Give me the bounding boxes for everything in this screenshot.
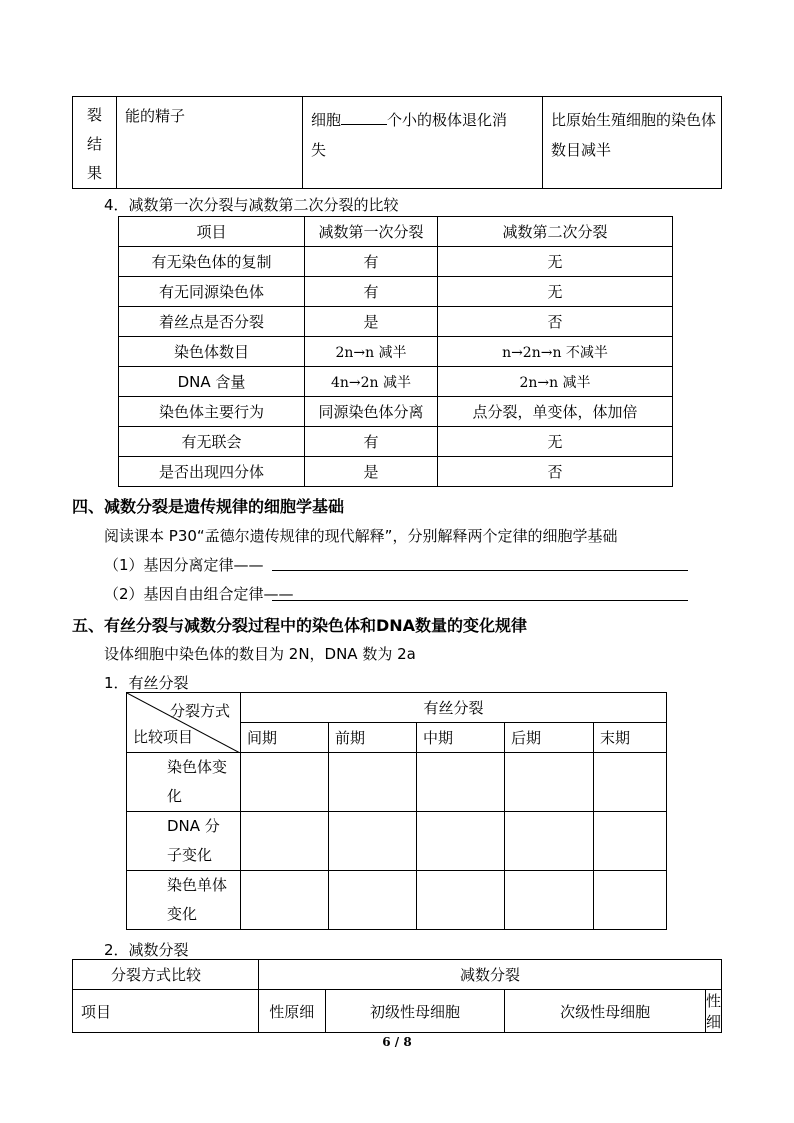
- label-char: 裂: [86, 106, 102, 124]
- group-header: 减数分裂: [259, 960, 722, 990]
- header-cell: 项目: [119, 217, 305, 247]
- item-1: （1）基因分离定律——: [104, 556, 264, 574]
- table-row: 着丝点是否分裂 是 否: [119, 307, 673, 337]
- top-table: [72, 96, 722, 189]
- phase-header: 前期: [329, 723, 417, 753]
- corner-label-a: 分裂方式比较: [73, 960, 259, 990]
- table-row: 是否出现四分体 是 否: [119, 457, 673, 487]
- column-header: 次级性母细胞: [505, 990, 706, 1033]
- table-row: 染色单体 变化: [127, 871, 667, 930]
- table-row: 染色体变 化: [127, 753, 667, 812]
- paragraph-5: 设体细胞中染色体的数目为 2N，DNA 数为 2a: [104, 645, 416, 663]
- table-row: 有无染色体的复制 有 无: [119, 247, 673, 277]
- group-header: 有丝分裂: [241, 693, 667, 723]
- blank-line: [341, 110, 387, 125]
- answer-line-2: [272, 600, 688, 601]
- result-label-cell: [73, 97, 117, 189]
- item-2: （2）基因自由组合定律——: [104, 585, 294, 603]
- label-char: 结: [86, 135, 102, 153]
- column-header: 性原细: [259, 990, 326, 1033]
- table-row: 有无联会 有 无: [119, 427, 673, 457]
- paragraph-4: 阅读课本 P30“孟德尔遗传规律的现代解释”，分别解释两个定律的细胞学基础: [104, 527, 618, 545]
- corner-top-label: 分裂方式: [169, 702, 230, 720]
- meiosis-table: [72, 959, 722, 1033]
- corner-bottom-label: 比较项目: [133, 728, 194, 746]
- comparison-table: [118, 216, 673, 487]
- answer-line-1: [272, 570, 688, 571]
- section4-title: 4．减数第一次分裂与减数第二次分裂的比较: [104, 196, 399, 214]
- table-row: 染色体数目 2n→n 减半 n→2n→n 不减半: [119, 337, 673, 367]
- column-header: 初级性母细胞: [325, 990, 505, 1033]
- phase-header: 后期: [505, 723, 594, 753]
- label-char: 果: [86, 164, 102, 182]
- corner-label-b: 项目: [73, 990, 259, 1033]
- meiosis-title: 2．减数分裂: [104, 941, 189, 959]
- mitosis-title: 1．有丝分裂: [104, 674, 189, 692]
- table-row: 染色体主要行为 同源染色体分离 点分裂，单变体，体加倍: [119, 397, 673, 427]
- column-header: 性细: [705, 990, 721, 1033]
- page-number: 6 / 8: [382, 1035, 412, 1049]
- egg-cell: 细胞 个小的极体退化消 失: [303, 97, 543, 189]
- header-cell: 减数第一次分裂: [305, 217, 438, 247]
- mitosis-table: [126, 692, 667, 930]
- heading-4: 四、减数分裂是遗传规律的细胞学基础: [72, 497, 345, 516]
- table-row: 有无同源染色体 有 无: [119, 277, 673, 307]
- table-row: DNA 分 子变化: [127, 812, 667, 871]
- phase-header: 末期: [594, 723, 667, 753]
- header-cell: 减数第二次分裂: [438, 217, 673, 247]
- phase-header: 中期: [417, 723, 505, 753]
- sperm-cell: 能的精子: [117, 97, 303, 189]
- comparison-cell: 比原始生殖细胞的染色体 数目减半: [543, 97, 722, 189]
- corner-cell: [127, 693, 241, 753]
- phase-header: 间期: [241, 723, 329, 753]
- heading-5: 五、有丝分裂与减数分裂过程中的染色体和DNA数量的变化规律: [72, 616, 528, 635]
- table-row: DNA 含量 4n→2n 减半 2n→n 减半: [119, 367, 673, 397]
